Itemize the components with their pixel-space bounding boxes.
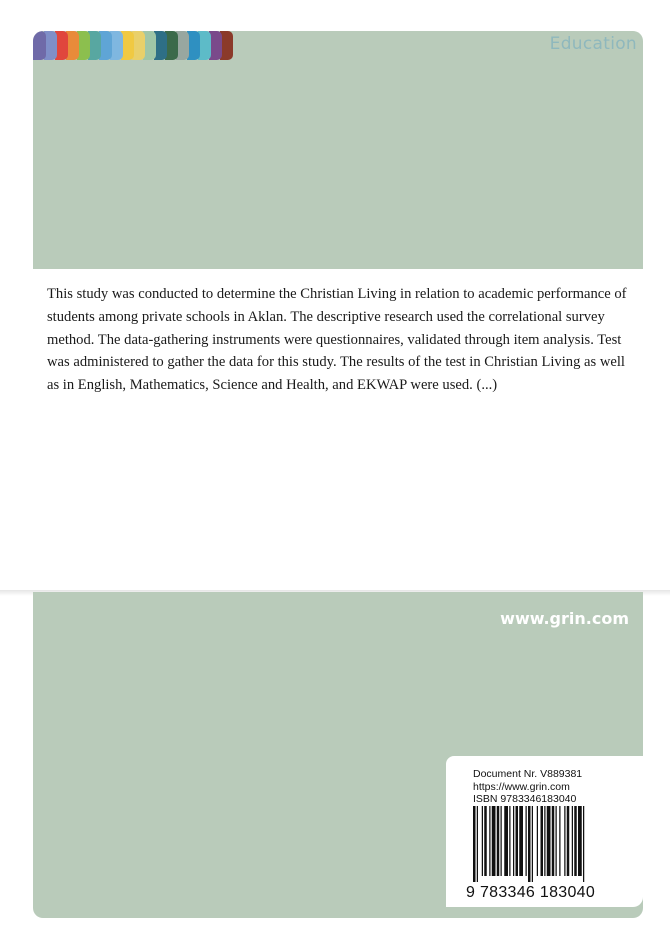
document-meta [473,768,582,806]
barcode-bar [516,806,519,876]
barcode-bar [537,806,538,876]
barcode-bar [572,806,573,876]
color-stripe [33,31,46,60]
barcode-bar [552,806,555,876]
barcode-bar [492,806,496,876]
barcode-label [446,756,643,907]
cover-bottom-panel [33,592,643,918]
barcode-bar [544,806,545,876]
abstract-text: This study was conducted to determine the Christian Living in relation to academic performance of students among private schools in Aklan. The descriptive research used the correlational survey method. The data-gathering instruments were questionnaires, validated through item analysis. Test was administered to gather the data for this study. The results of the test in Christian Living as well as in English, Mathematics, Science and Health, and EKWAP were used. (...) [47,286,627,394]
barcode-bar [528,806,531,882]
isbn-text: ISBN 9783346183040 [473,793,577,805]
barcode-bar [526,806,527,876]
document-url: https://www.grin.com [473,780,570,793]
document-number: Document Nr. V889381 [473,768,583,780]
barcode-bar [489,806,490,876]
color-stripes [33,31,266,60]
barcode-bar [482,806,483,876]
barcode-bar [501,806,502,876]
barcode-bar [477,806,478,882]
barcode-bar [541,806,544,876]
barcode-bar [473,806,476,882]
barcode-bar [574,806,577,876]
barcode-bar [519,806,523,876]
barcode-bar [567,806,570,876]
barcode-bar [578,806,582,876]
barcode-bar [559,806,560,876]
barcode-bar [564,806,565,876]
barcode-bar [497,806,500,876]
barcode-image [473,806,619,882]
barcode-digits: 9 783346 183040 [466,884,596,901]
cover-top-panel [33,31,643,269]
category-label: Education [549,34,637,54]
publisher-website: www.grin.com [500,609,629,628]
barcode-bar [513,806,514,876]
barcode-bar [556,806,557,876]
barcode-bar [547,806,551,876]
barcode-bar [504,806,508,876]
barcode-bar [583,806,584,882]
barcode-bar [484,806,487,876]
barcode-bar [532,806,533,882]
barcode-bar [509,806,510,876]
